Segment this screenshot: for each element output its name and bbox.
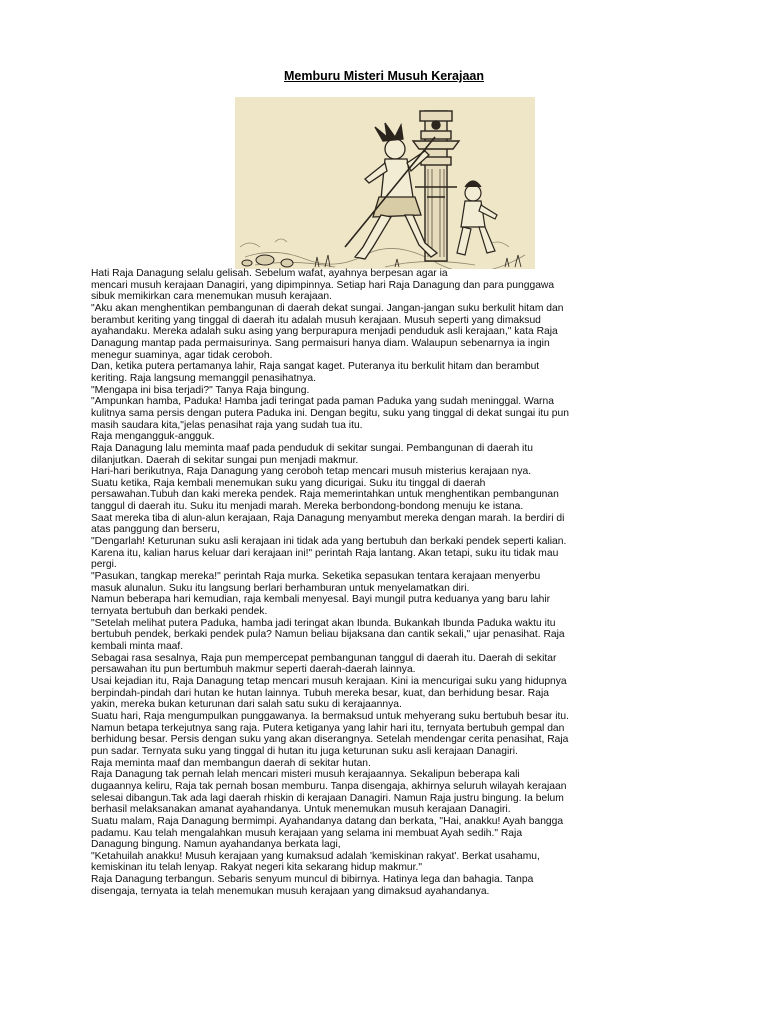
story-paragraph: Raja Danagung tak pernah lelah mencari misteri musuh kerajaannya. Sekalipun beberapa kali dugaannya keliru, Raja tak pernah bosan memburu. Tanpa disengaja, akhirnya seluruh wilayah kerajaan selesai dibangun.Tak ada lagi daerah rhiskin di kerajaan Danagiri. Namun Raja justru bingung. Ia belum berhasil melaksanakan amanat ayahandanya. Untuk menemukan musuh kerajaan Danagiri.: [91, 769, 567, 816]
story-paragraph: "Dengarlah! Keturunan suku asli kerajaan ini tidak ada yang bertubuh dan berkaki pendek seperti kalian. Karena itu, kalian harus keluar dari kerajaan ini!" perintah Raja lantang. Akan tetapi, suku itu tidak mau pergi.: [91, 536, 567, 571]
story-paragraph: "Setelah melihat putera Paduka, hamba jadi teringat akan Ibunda. Bukankah Ibunda Paduka waktu itu bertubuh pendek, berkaki pendek pula? Namun beliau bijaksana dan cantik sekali," ujar penasihat. Raja kembali minta maaf.: [91, 617, 565, 652]
story-paragraph: Hari-hari berikutnya, Raja Danagung yang ceroboh tetap mencari musuh misterius kerajaan nya.: [91, 466, 532, 478]
story-paragraph: "Pasukan, tangkap mereka!" perintah Raja murka. Seketika sepasukan tentara kerajaan menyerbu masuk alunalun. Suku itu langsung berlari berhamburan untuk menyelamatkan diri.: [91, 571, 541, 594]
illustration-drawing: [235, 97, 535, 269]
story-paragraph: "Ketahuilah anakku! Musuh kerajaan yang kumaksud adalah 'kemiskinan rakyat'. Berkat usahamu, kemiskinan itu telah lenyap. Rakyat negeri kita sekarang hidup makmur.": [91, 850, 540, 874]
story-paragraph: Raja mengangguk-angguk.: [91, 431, 215, 443]
story-paragraph: Dan, ketika putera pertamanya lahir, Raja sangat kaget. Puteranya itu berkulit hitam dan berambut keriting. Raja langsung memanggil penasihatnya.: [91, 361, 540, 384]
story-paragraph: Hati Raja Danagung selalu gelisah. Sebelum wafat, ayahnya berpesan agar ia mencari musuh kerajaan Danagiri, yang dipimpinnya. Setiap hari Raja Danagung dan para punggawa sibuk memikirkan cara menemukan musuh kerajaan.: [91, 268, 555, 303]
story-paragraph: "Mengapa ini bisa terjadi?" Tanya Raja bingung.: [91, 384, 310, 396]
story-paragraph: Saat mereka tiba di alun-alun kerajaan, Raja Danagung menyambut mereka dengan marah. Ia berdiri di atas panggung dan berseru,: [91, 512, 565, 536]
story-paragraph: Raja Danagung terbangun. Sebaris senyum muncul di bibirnya. Hatinya lega dan bahagia. Tanpa disengaja, ternyata ia telah menemukan musuh kerajaan yang dimaksud ayahandanya.: [91, 874, 534, 897]
story-paragraph: Raja meminta maaf dan membangun daerah di sekitar hutan.: [91, 757, 371, 769]
story-paragraph: "Ampunkan hamba, Paduka! Hamba jadi teringat pada paman Paduka yang sudah meninggal. Warna kulitnya sama persis dengan putera Paduka ini. Dengan begitu, suku yang tinggal di dekat sungai itu pun masih saudara kita,"jelas penasihat raja yang sudah tua itu.: [91, 396, 569, 431]
story-paragraph: Sebagai rasa sesalnya, Raja pun mempercepat pembangunan tanggul di daerah itu. Daerah di sekitar persawahan itu pun bertumbuh makmur seperti daerah-daerah lainnya.: [91, 652, 557, 676]
story-paragraph: Namun beberapa hari kemudian, raja kembali menyesal. Bayi mungil putra keduanya yang baru lahir ternyata bertubuh dan berkaki pendek.: [91, 594, 551, 618]
story-paragraph: Raja Danagung lalu meminta maaf pada penduduk di sekitar sungai. Pembangunan di daerah itu dilanjutkan. Daerah di sekitar sungai pun menjadi makmur.: [91, 442, 533, 466]
story-paragraph: Suatu hari, Raja mengumpulkan punggawanya. Ia bermaksud untuk mehyerang suku bertubuh besar itu. Namun betapa terkejutnya sang raja. Putera ketiganya yang lahir hari itu, ternyata bertubuh gempal dan berhidung besar. Persis dengan suku yang akan diserangnya. Setelah mendengar cerita penasihat, Raja pun sadar. Ternyata suku yang tinggal di hutan itu juga keturunan suku asli kerajaan Danagiri.: [91, 710, 569, 757]
page-title: Memburu Misteri Musuh Kerajaan: [283, 69, 485, 83]
story-paragraph: Suatu malam, Raja Danagung bermimpi. Ayahandanya datang dan berkata, "Hai, anakku! Ayah bangga padamu. Kau telah mengalahkan musuh kerajaan yang selama ini membuat Ayah sedih." Raja Danagung bingung. Namun ayahandanya berkata lagi,: [91, 815, 564, 851]
story-paragraph: Suatu ketika, Raja kembali menemukan suku yang dicurigai. Suku itu tinggal di daerah persawahan.Tubuh dan kaki mereka pendek. Raja memerintahkan untuk menghentikan pembangunan tanggul di daerah itu. Suku itu menjadi marah. Mereka berbondong-bondong menuju ke istana.: [91, 477, 559, 513]
story-paragraph: "Aku akan menghentikan pembangunan di daerah dekat sungai. Jangan-jangan suku berkulit hitam dan berambut keriting yang tinggal di daerah itu adalah musuh kerajaan. Musuh seperti yang dimaksud ayahandaku. Mereka adalah suku asing yang berpurapura menjadi penduduk asli kerajaan," kata Raja Danagung mantap pada permaisurinya. Sang permaisuri hanya diam. Walaupun sebenarnya ia ingin menegur suaminya, agar tidak ceroboh.: [91, 302, 564, 361]
story-paragraph: Usai kejadian itu, Raja Danagung tetap mencari musuh kerajaan. Kini ia mencurigai suku yang hidupnya berpindah-pindah dari hutan ke hutan lainnya. Tubuh mereka besar, kuat, dan berhidung besar. Raja yakin, mereka bukan keturunan dari salah satu suku di kerajaannya.: [91, 675, 567, 711]
story-illustration-icon: [235, 97, 535, 269]
story-body: [91, 268, 687, 897]
